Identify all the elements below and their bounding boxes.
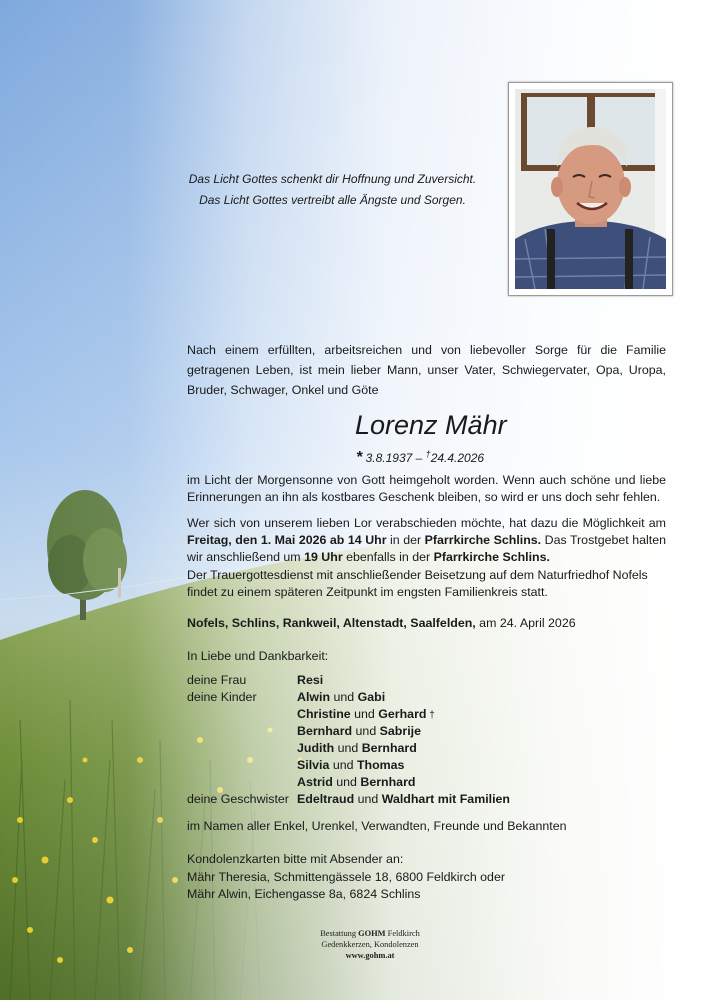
intro-text: Nach einem erfüllten, arbeitsreichen und von liebevoller Sorge für die Familie getragenen Leben, ist mein lieber Mann, unser Vater, Schwiegervater, Opa, Uropa, Bruder, Schwager, Onkel und Göte xyxy=(187,343,666,397)
farewell-text-3: Das Trostgebet halten wir anschließend um xyxy=(187,533,666,565)
family-name-b: Bernhard xyxy=(361,741,417,755)
family-name-a: Christine xyxy=(297,707,351,721)
family-conjunction: und xyxy=(352,724,380,738)
funeral-service-text: Der Trauergottesdienst mit anschließender Beisetzung auf dem Naturfriedhof Nofels findet zu einem späteren Zeitpunkt im engsten Familienkreis statt. xyxy=(187,567,648,599)
motto-line-1: Das Licht Gottes schenkt dir Hoffnung und Zuversicht. xyxy=(188,172,477,186)
family-name-b: Sabrije xyxy=(379,724,421,738)
birth-symbol: * xyxy=(356,449,363,466)
undertaker-website[interactable]: www.gohm.at xyxy=(345,951,395,960)
farewell-church-1: Pfarrkirche Schlins. xyxy=(424,533,542,548)
family-relation: deine Frau xyxy=(187,673,247,687)
family-conjunction: und xyxy=(329,758,357,772)
family-names xyxy=(297,706,435,724)
family-name-a: Silvia xyxy=(297,758,330,772)
undertaker-line-1 xyxy=(300,928,440,939)
love-line: In Liebe und Dankbarkeit: xyxy=(187,649,329,663)
portrait-frame xyxy=(508,82,673,296)
condolence-line-3: Mähr Alwin, Eichengasse 8a, 6824 Schlins xyxy=(187,887,421,901)
farewell-text-1: Wer sich von unserem lieben Lor verabschieden möchte, hat dazu die Möglichkeit am xyxy=(187,516,666,530)
birth-date: 3.8.1937 xyxy=(365,451,413,465)
family-name-b: Waldhart xyxy=(381,792,435,806)
places-date xyxy=(187,615,666,632)
family-conjunction: und xyxy=(332,775,361,789)
motto-line-2: Das Licht Gottes vertreibt alle Ängste und Sorgen. xyxy=(199,193,466,207)
family-suffix: mit Familien xyxy=(434,792,511,806)
undertaker-brand: GOHM xyxy=(358,929,386,938)
family-name-b: Bernhard xyxy=(360,775,416,789)
death-date: 24.4.2026 xyxy=(430,451,485,465)
undertaker-line-2 xyxy=(300,939,440,961)
family-name-b: Thomas xyxy=(356,758,405,772)
family-conjunction: und xyxy=(350,707,379,721)
portrait-photo xyxy=(515,89,666,289)
places-list: Nofels, Schlins, Rankweil, Altenstadt, Saalfelden, xyxy=(187,616,476,630)
undertaker-city: Feldkirch xyxy=(385,929,420,938)
date-separator: – xyxy=(415,451,423,465)
family-suffix: † xyxy=(426,710,435,721)
paragraph-passing: im Licht der Morgensonne von Gott heimgeholt worden. Wenn auch schöne und liebe Erinnerungen an ihn als kostbares Geschenk bleiben, so wird er uns doch sehr fehlen. xyxy=(187,473,666,505)
family-name-b: Gabi xyxy=(357,690,386,704)
family-name-a: Edeltraud xyxy=(297,792,355,806)
undertaker-services: Gedenkkerzen, Kondolenzen xyxy=(321,940,419,949)
farewell-time: 19 Uhr xyxy=(304,550,343,565)
life-dates xyxy=(356,446,484,466)
family-relation: deine Geschwister xyxy=(187,792,289,806)
family-names xyxy=(297,689,385,707)
family-name-a: Bernhard xyxy=(297,724,353,738)
paragraph-farewell xyxy=(187,515,666,601)
condolence-line-1: Kondolenzkarten bitte mit Absender an: xyxy=(187,852,404,866)
family-relation: deine Kinder xyxy=(187,690,257,704)
undertaker-prefix: Bestattung xyxy=(320,929,359,938)
family-conjunction: und xyxy=(334,741,362,755)
undertaker-imprint xyxy=(300,928,440,961)
farewell-text-4: ebenfalls in der xyxy=(342,550,434,565)
family-names xyxy=(297,791,510,808)
family-names xyxy=(297,740,417,758)
family-names xyxy=(297,774,415,792)
family-name-a: Judith xyxy=(297,741,335,755)
family-name-a: Alwin xyxy=(297,690,331,704)
on-behalf-line: im Namen aller Enkel, Urenkel, Verwandten, Freunde und Bekannten xyxy=(187,819,567,833)
condolence-address xyxy=(187,851,505,904)
family-name-b: Gerhard xyxy=(378,707,427,721)
deceased-name: Lorenz Mähr xyxy=(355,410,507,440)
family-name-a: Resi xyxy=(297,673,324,687)
family-names xyxy=(297,672,323,690)
farewell-text-2: in der xyxy=(386,533,425,548)
family-conjunction: und xyxy=(354,792,382,806)
family-conjunction: und xyxy=(330,690,358,704)
family-name-a: Astrid xyxy=(297,775,333,789)
condolence-line-2: Mähr Theresia, Schmittengässele 18, 6800 Feldkirch oder xyxy=(187,869,505,884)
farewell-date: Freitag, den 1. Mai 2026 ab 14 Uhr xyxy=(187,533,387,548)
places-date-text: am 24. April 2026 xyxy=(475,616,576,630)
farewell-church-2: Pfarrkirche Schlins. xyxy=(433,550,550,565)
death-symbol: † xyxy=(425,449,431,459)
motto xyxy=(160,169,505,211)
family-names xyxy=(297,757,404,775)
family-names xyxy=(297,723,421,741)
